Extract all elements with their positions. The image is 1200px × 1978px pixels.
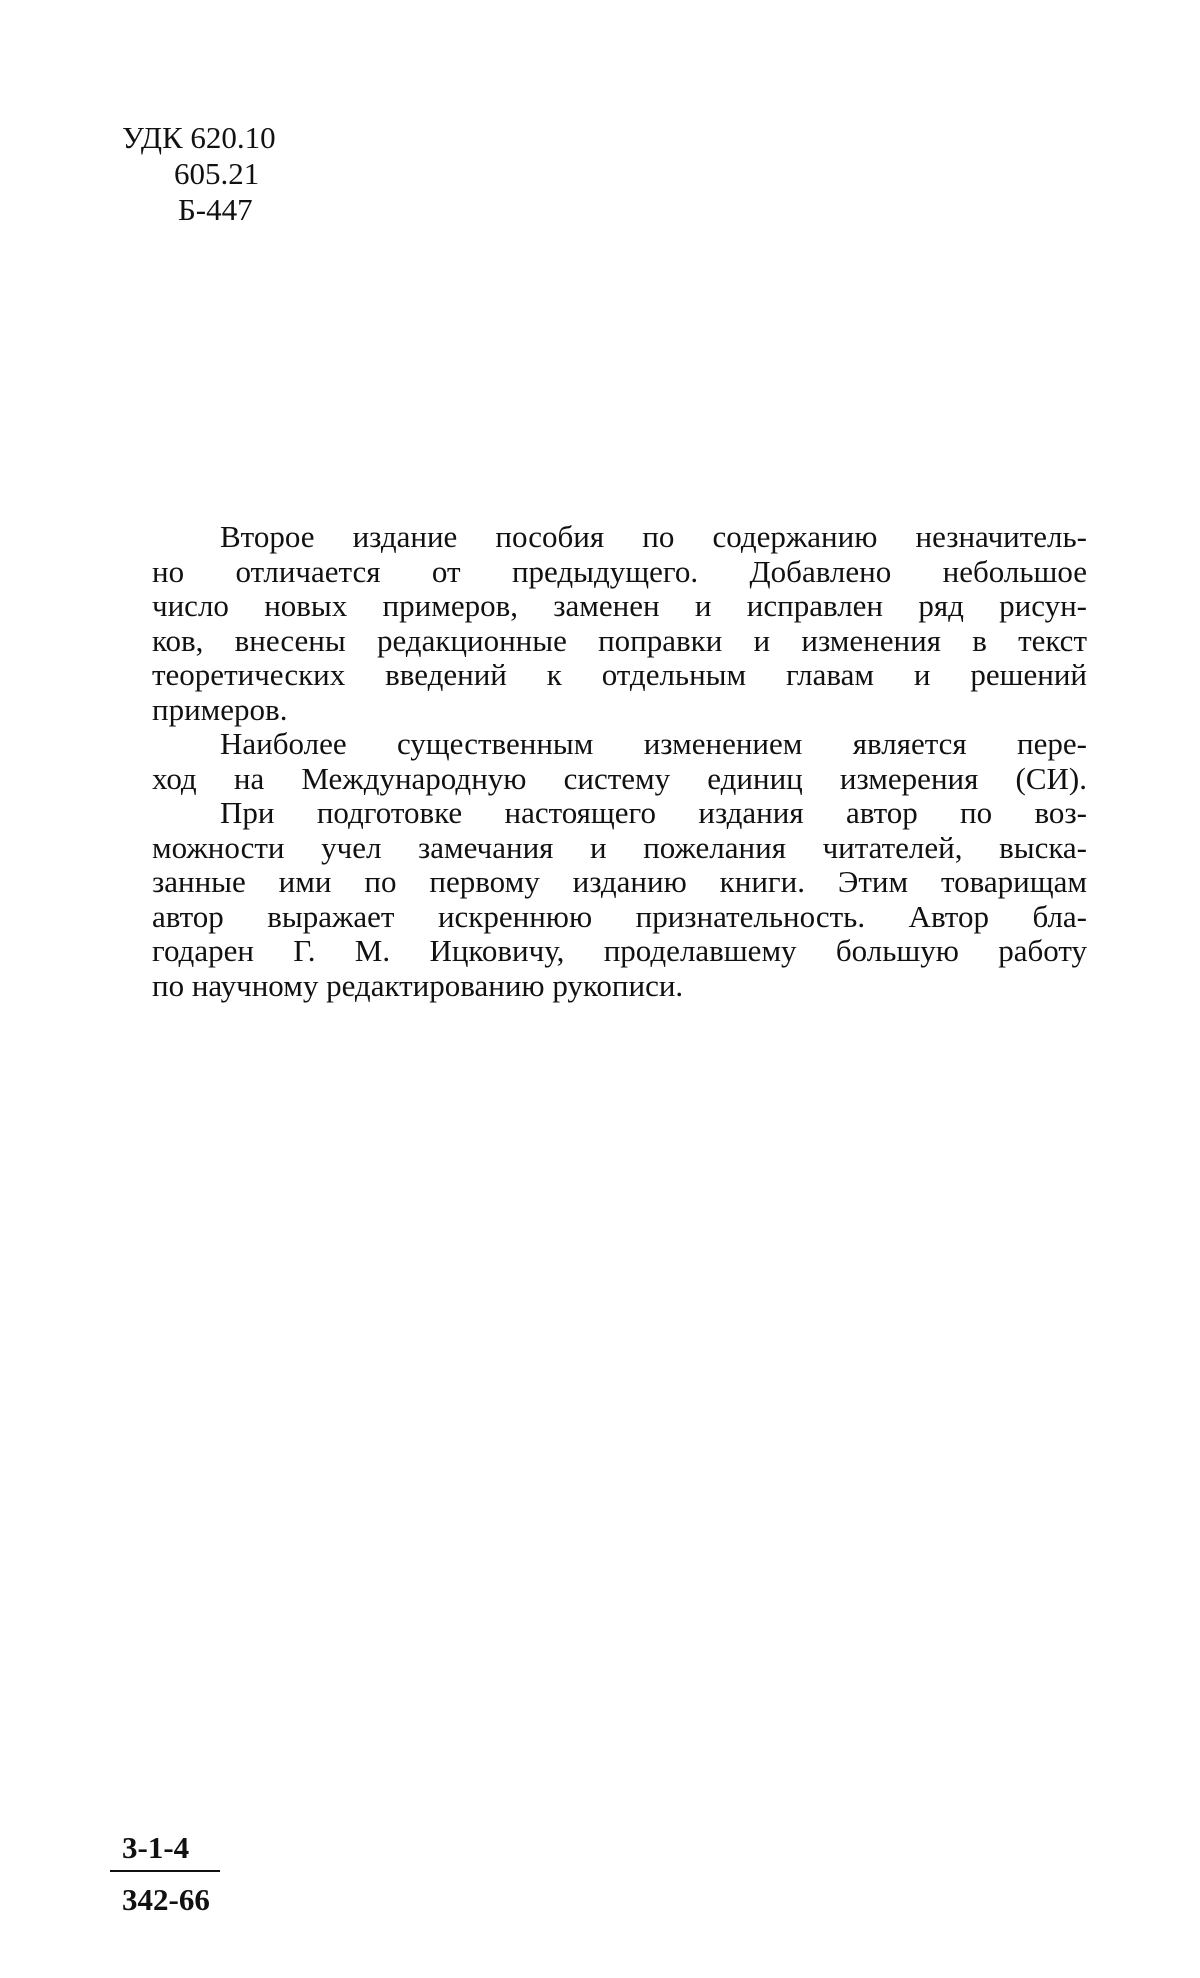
- publication-code-denominator: 342-66: [122, 1882, 210, 1917]
- preface-line: примеров.: [152, 691, 288, 727]
- preface-line: годарен Г. М. Ицковичу, проделавшему большую работу: [152, 933, 1087, 968]
- preface-line: Второе издание пособия по содержанию незначитель-: [220, 519, 1087, 554]
- preface-paragraph-1: [152, 520, 1087, 727]
- preface-line: по научному редактированию рукописи.: [152, 967, 684, 1003]
- fraction-rule: [110, 1870, 220, 1872]
- preface-line: занные ими по первому изданию книги. Этим товарищам: [152, 864, 1087, 899]
- publication-code-numerator: 3-1-4: [122, 1830, 190, 1865]
- preface-paragraph-3: [152, 796, 1087, 1003]
- preface-line: Наиболее существенным изменением является пере-: [220, 726, 1087, 761]
- preface-line: автор выражает искреннюю признательность. Автор бла-: [152, 898, 1087, 934]
- preface-line: ход на Международную систему единиц измерения (СИ).: [152, 760, 1087, 796]
- preface-line: ков, внесены редакционные поправки и изменения в текст: [152, 622, 1087, 658]
- preface-line: При подготовке настоящего издания автор по воз-: [220, 795, 1087, 830]
- preface-text: [152, 520, 1087, 1003]
- publication-code: [122, 1830, 220, 1918]
- udc-subcode-line: 605.21: [174, 156, 260, 191]
- preface-paragraph-2: [152, 727, 1087, 796]
- udc-block: [122, 120, 276, 228]
- preface-line: можности учел замечания и пожелания читателей, выска-: [152, 829, 1087, 865]
- bbk-code-line: Б-447: [178, 192, 253, 227]
- preface-line: число новых примеров, заменен и исправлен ряд рисун-: [152, 588, 1087, 623]
- preface-line: но отличается от предыдущего. Добавлено небольшое: [152, 553, 1087, 589]
- udc-code-line: УДК 620.10: [122, 120, 276, 155]
- preface-line: теоретических введений к отдельным главам и решений: [152, 657, 1087, 692]
